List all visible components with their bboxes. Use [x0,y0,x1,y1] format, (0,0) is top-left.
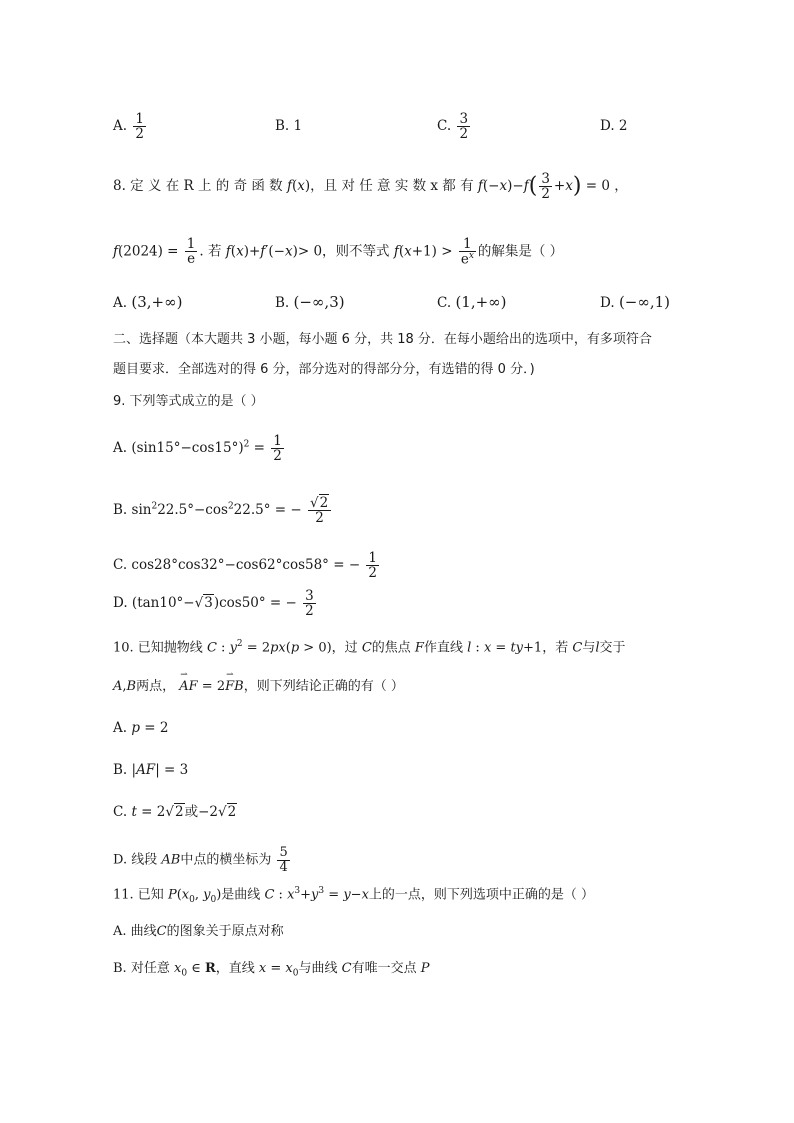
fraction [185,237,198,266]
text: 10. 已知抛物线 [113,640,203,656]
text: 有唯一交点 [351,961,417,976]
text: > 0，则不等式 [297,243,390,260]
option-value: (−∞,3) [293,293,345,311]
q10-option-b: B. |AF| = 3 [113,762,189,778]
text: 两点， [136,679,176,694]
option-label: A. [113,295,128,311]
math-inequality: f [225,243,231,260]
fraction: $\frac{3}{2}$ [541,171,550,203]
q9-option-c: C. cos28°cos32°−cos62°cos58° = − $\frac{1}{2}$ [113,550,378,582]
text: e [460,251,469,268]
text: A. 曲线 [113,924,157,939]
fraction [459,237,476,267]
denominator: 2 [135,126,144,143]
text: ，过 [331,640,358,656]
text: 或 [184,804,199,820]
option-label: C. [437,118,452,135]
text: 是曲线 [221,887,261,903]
text: ，直线 [215,961,255,976]
option-label: A. [113,118,128,135]
option-label: D. [113,595,128,612]
text: 的图象关于原点对称 [166,924,284,939]
text: . 若 [199,243,222,260]
q11-stem: 11. 已知 $P(x_0$, $y_0$)是曲线 C : $x^3+y^3 = y-x$上的一点，则下列选项中正确的是（ ） [113,886,595,905]
q8-option-d [600,295,670,311]
section2-heading-line2: 题目要求．全部选对的得 6 分，部分选对的得部分分，有选错的得 0 分．) [113,362,535,377]
denominator: 2 [459,126,469,143]
numerator: 3 [459,111,469,127]
fraction [277,846,289,874]
option-label: C. [113,557,128,574]
fraction: $\frac{√2}{2}$ [308,496,331,525]
option-value: (−∞,1) [618,293,671,311]
option-label: C. [113,804,128,820]
fraction: $\frac{1}{2}$ [273,433,282,465]
text: 的焦点 [371,640,411,656]
option-label: D. 线段 [113,852,158,868]
fraction [133,112,146,141]
denominator: 4 [279,859,288,875]
q11-option-b: B. 对任意 $x_0$ ∈ R，直线 $x = x_0$与曲线 C有唯一交点 P [113,961,430,979]
text: 与曲线 [298,961,338,976]
text: 11. 已知 [113,887,164,903]
q9-option-b: B. $\sin^222.5^\circ-\cos^222.5^\circ$ = − $\frac{√2}{2}$ [113,496,333,525]
q7-option-d: D. 2 [600,118,628,134]
math-fx: f [286,178,292,195]
text: 中点的横坐标为 [180,852,272,868]
fraction [457,112,470,141]
text: ，若 [542,640,569,656]
math-f2024: f [113,243,118,260]
q10-option-a: A. p = 2 [113,720,169,736]
q8-option-a [113,295,182,311]
q10-option-c: C. t = 2√2或−2√2 [113,804,237,820]
option-label: D. [600,295,615,311]
text: 与 [582,640,596,656]
denominator: $e^x$ [460,251,474,268]
fraction: $\frac{3}{2}$ [305,588,314,620]
option-value: (1,+∞) [455,293,507,311]
q7-option-b: B. 1 [275,118,303,134]
option-label: C. [437,295,452,311]
q10-option-d: D. 线段 AB中点的横坐标为 $\frac{5}{4}$ [113,845,288,875]
section2-heading-line1: 二、选择题（本大题共 3 小题，每小题 6 分，共 18 分．在每小题给出的选项中，有多项符合 [113,332,652,347]
numerator: 1 [459,237,476,252]
text: = 0 ， [585,178,628,195]
q7-option-c [437,112,472,141]
math-condition: f [477,178,483,195]
q8-stem-line1: 8. 定 义 在 R 上 的 奇 函 数 f(x)，且 对 任 意 实 数 x 都 有 f(−x)−f( $\frac{3}{2}$ +x) = 0 ， [113,171,628,203]
text: 交于 [599,640,626,656]
denominator: e [187,251,196,268]
option-label: A. [113,440,128,457]
text: 的解集是（ ） [477,243,564,260]
numerator: 1 [135,111,144,127]
text: ，且 对 任 意 实 数 x 都 有 [310,178,474,195]
option-label: A. [113,720,128,736]
text: B. 对任意 [113,961,170,976]
q7-option-a [113,112,148,141]
q11-option-a: A. 曲线C的图象关于原点对称 [113,924,284,939]
q8-stem-line2: f(2024) = $\frac{1}{e}$ . 若 f(x)+f′(−x)> 0，则不等式 f(x+1) > $\frac{1}{e^x}$ 的解集是（ ） [113,236,564,268]
q8-option-c [437,295,507,311]
option-label: B. [113,762,128,778]
q8-option-b [275,295,345,311]
q9-option-a: A. $(\sin 15^\circ-\cos 15^\circ)^2$ = $\frac{1}{2}$ [113,433,282,465]
numerator: 1 [186,236,196,253]
fraction: $\frac{1}{2}$ [368,550,378,582]
option-value: (3,+∞) [131,293,183,311]
text: 作直线 [423,640,463,656]
text: 上的一点，则下列选项中正确的是（ ） [368,887,595,903]
q10-stem-line1: 10. 已知抛物线 C : $y^2 = 2px(p > 0)$，过 C的焦点 F作直线 l : x = ty+1，若 C与l交于 [113,639,626,656]
text: 8. 定 义 在 R 上 的 奇 函 数 [113,178,283,195]
numerator: 5 [279,845,288,860]
q9-stem: 9. 下列等式成立的是（ ） [113,394,264,409]
q10-stem-line2: A,B两点， ⇀ AF = 2⇀ FB，则下列结论正确的有（ ） [113,680,404,693]
option-label: B. [275,295,290,311]
text: ，则下列结论正确的有（ ） [243,679,404,694]
q9-option-d: D. (tan10°−√3)cos50° = − $\frac{3}{2}$ [113,588,314,620]
option-label: B. [113,502,128,519]
